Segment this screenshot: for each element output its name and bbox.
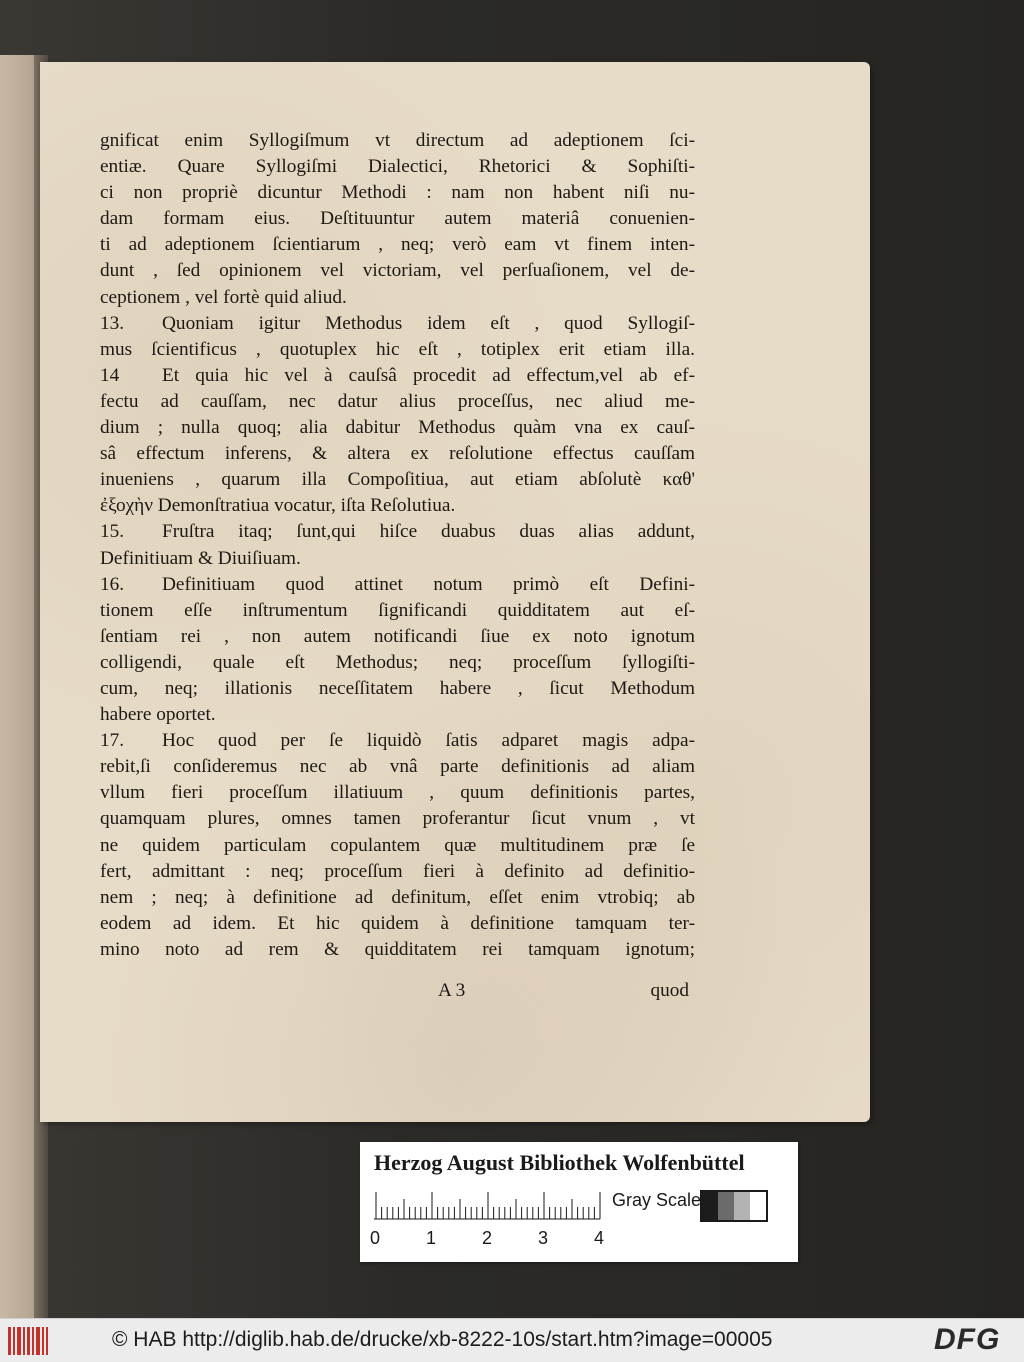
text-line <box>100 206 695 232</box>
line-text: ſentiam rei , non autem notificandi ſiue ex noto ignotum <box>100 625 695 647</box>
page-footer <box>100 980 695 1006</box>
line-text: Fruſtra itaq; ſunt,qui hiſce duabus duas alias addunt, <box>162 521 695 543</box>
text-line <box>100 493 695 519</box>
line-text: eodem ad idem. Et hic quidem à definitione tamquam ter- <box>100 912 695 934</box>
text-line <box>100 467 695 493</box>
line-text: Hoc quod per ſe liquidò ſatis adparet magis adpa- <box>162 730 695 752</box>
text-line <box>100 154 695 180</box>
text-line <box>100 833 695 859</box>
text-line <box>100 780 695 806</box>
line-text: ti ad adeptionem ſcientiarum , neq; verò eam vt finem inten- <box>100 234 695 256</box>
text-line <box>100 128 695 154</box>
text-line <box>100 806 695 832</box>
line-text: sâ effectum inferens, & altera ex reſolutione effectus cauſſam <box>100 443 695 465</box>
text-line <box>100 754 695 780</box>
ruler-icon <box>374 1192 604 1220</box>
line-text: tionem eſſe inſtrumentum ſignificandi quidditatem aut eſ- <box>100 599 695 621</box>
text-line <box>100 519 695 545</box>
library-name: Herzog August Bibliothek Wolfenbüttel <box>374 1150 745 1175</box>
paragraph-number: 13. <box>100 312 125 334</box>
paragraph-number: 15. <box>100 521 125 543</box>
barcode-icon <box>8 1327 48 1355</box>
text-line <box>100 572 695 598</box>
ruler-number: 3 <box>538 1228 549 1248</box>
text-line <box>100 676 695 702</box>
gray-swatch <box>750 1192 766 1220</box>
text-line <box>100 702 695 728</box>
text-line <box>100 311 695 337</box>
line-text: Quoniam igitur Methodus idem eſt , quod Syllogiſ- <box>162 312 695 334</box>
line-text: Et quia hic vel à cauſsâ procedit ad effectum,vel ab ef- <box>162 364 695 386</box>
text-line <box>100 624 695 650</box>
viewer-footer-bar <box>0 1318 1024 1362</box>
text-line <box>100 180 695 206</box>
text-line <box>100 232 695 258</box>
signature-mark: A 3 <box>438 980 466 1001</box>
text-line <box>100 859 695 885</box>
text-line <box>100 285 695 311</box>
line-text: Definitiuam quod attinet notum primò eſt Defini- <box>162 573 695 595</box>
line-text: entiæ. Quare Syllogiſmi Dialectici, Rhetorici & Sophiſti- <box>100 156 695 178</box>
gray-scale-label: Gray Scale <box>612 1190 702 1210</box>
line-text: fectu ad cauſſam, nec datur alius proceſſus, nec aliud me- <box>100 390 695 412</box>
line-text: mus ſcientificus , quotuplex hic eſt , totiplex erit etiam illa. <box>100 338 695 360</box>
line-text: ἐξοχὴν Demonſtratiua vocatur, iſta Reſolutiua. <box>100 495 456 517</box>
page-text <box>100 128 695 963</box>
line-text: gnificat enim Syllogiſmum vt directum ad adeptionem ſci- <box>100 130 695 151</box>
dfg-logo: DFG <box>934 1323 1001 1356</box>
line-text: ceptionem , vel fortè quid aliud. <box>100 286 347 308</box>
text-line <box>100 363 695 389</box>
text-line <box>100 650 695 676</box>
line-text: quamquam plures, omnes tamen proferantur ſicut vnum , vt <box>100 808 695 830</box>
paragraph-number: 17. <box>100 730 125 752</box>
gray-swatch <box>718 1192 734 1220</box>
text-line <box>100 546 695 572</box>
line-text: ne quidem particulam copulantem quæ multitudinem præ ſe <box>100 834 695 856</box>
line-text: habere oportet. <box>100 704 216 726</box>
paragraph-number: 16. <box>100 573 125 595</box>
line-text: nem ; neq; à definitione ad definitum, eſſet enim vtrobiq; ab <box>100 886 695 908</box>
text-line <box>100 598 695 624</box>
gray-swatch <box>702 1192 718 1220</box>
ruler-number: 1 <box>426 1228 437 1248</box>
gray-scale-swatches <box>700 1190 768 1222</box>
ruler-number: 0 <box>370 1228 381 1248</box>
text-line <box>100 415 695 441</box>
text-line <box>100 389 695 415</box>
text-line <box>100 337 695 363</box>
line-text: dam formam eius. Deſtituuntur autem materiâ conuenien- <box>100 208 695 230</box>
copyright-link[interactable]: © HAB http://diglib.hab.de/drucke/xb-8222-10s/start.htm?image=00005 <box>112 1328 773 1351</box>
catchword: quod <box>650 980 689 1001</box>
ruler-labels <box>370 1228 610 1252</box>
ruler-number: 4 <box>594 1228 605 1248</box>
line-text: colligendi, quale eſt Methodus; neq; proceſſum ſyllogiſti- <box>100 651 695 673</box>
line-text: mino noto ad rem & quidditatem rei tamquam ignotum; <box>100 938 695 960</box>
text-line <box>100 728 695 754</box>
paragraph-number: 14 <box>100 364 120 386</box>
ruler-number: 2 <box>482 1228 493 1248</box>
line-text: cum, neq; illationis neceſſitatem habere , ſicut Methodum <box>100 677 695 699</box>
text-line <box>100 937 695 963</box>
line-text: vllum fieri proceſſum illatiuum , quum definitionis partes, <box>100 782 695 804</box>
line-text: dunt , ſed opinionem vel victoriam, vel perſuaſionem, vel de- <box>100 260 695 282</box>
text-line <box>100 441 695 467</box>
text-line <box>100 258 695 284</box>
text-line <box>100 911 695 937</box>
line-text: Definitiuam & Diuiſiuam. <box>100 547 301 569</box>
line-text: rebit,ſi conſideremus nec ab vnâ parte definitionis ad aliam <box>100 756 695 778</box>
line-text: ci non propriè dicuntur Methodi : nam non habent niſi nu- <box>100 182 695 204</box>
text-line <box>100 885 695 911</box>
gray-swatch <box>734 1192 750 1220</box>
color-reference-card <box>360 1142 798 1262</box>
line-text: inueniens , quarum illa Compoſitiua, aut etiam abſolutè καθ' <box>100 469 695 491</box>
line-text: dium ; nulla quoq; alia dabitur Methodus quàm vna ex cauſ- <box>100 417 695 439</box>
line-text: fert, admittant : neq; proceſſum fieri à definito ad definitio- <box>100 860 695 882</box>
